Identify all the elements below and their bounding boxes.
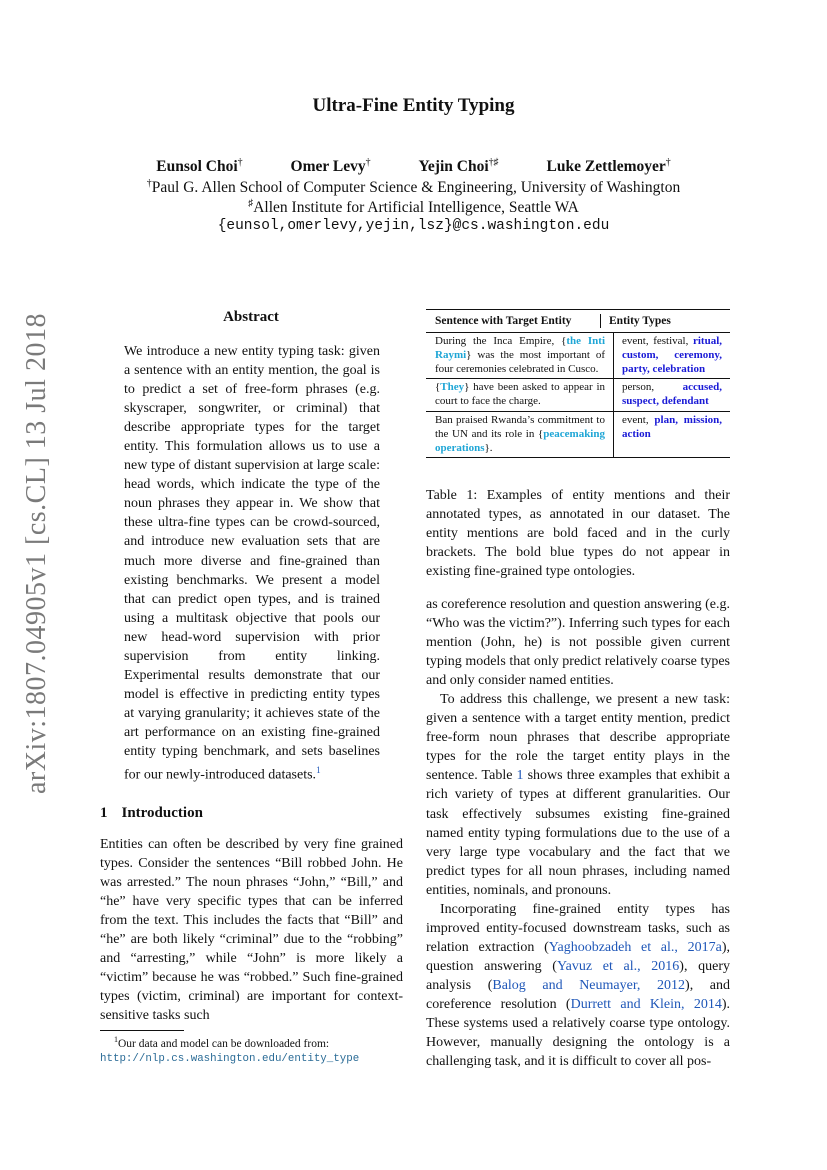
table-cell-types: event, festival, ritual, custom, ceremony, party, celebration — [613, 333, 730, 378]
table-row — [426, 378, 730, 411]
intro-paragraph: Entities can often be described by very fine grained types. Consider the sentences “Bill robbed John. He was arrested.” The noun phrases “John,” “Bill,” and “he” have very specific types that can be inferred from the text. This includes the facts that “Bill” and “he” are both likely “criminal” due to the “robbing” and “arresting,” while “John” is more likely a “victim” because he was “robbed.” Such fine-grained types (victim, criminal) are important for context-sensitive tasks such — [100, 837, 403, 1024]
right-column-text — [426, 595, 730, 1071]
paragraph: Incorporating fine-grained entity types has improved entity-focused downstream tasks, such as relation extraction (Yaghoobzadeh et al., 2017a), question answering (Yavuz et al., 2016), query analysis (Balog and Neumayer, 2012), and coreference resolution (Durrett and Klein, 2014). These systems used a relatively coarse type ontology. However, manually designing the ontology is a challenging task, and it is difficult to cover all pos- — [426, 901, 730, 1070]
author: Omer Levy† — [290, 157, 371, 176]
new-types: ritual, custom, ceremony, party, celebration — [622, 335, 722, 375]
footnote-link[interactable]: http://nlp.cs.washington.edu/entity_type — [100, 1052, 360, 1065]
paragraph: To address this challenge, we present a new task: given a sentence with a target entity mention, predict free-form noun phrases that describe appropriate types for the role the target entity plays in the sentence. Table 1 shows three examples that exhibit a rich variety of types at different granularities. Our task effectively subsumes existing fine-grained named entity typing formulations due to the use of a very large type vocabulary and the fact that we predict types for all noun phrases, including named entities, nominals, and pronouns. — [426, 692, 730, 898]
footnote-rule — [100, 1030, 184, 1031]
citation-link[interactable]: Balog and Neumayer, 2012 — [492, 977, 686, 993]
table-header — [426, 310, 730, 333]
citation-link[interactable]: Yaghoobzadeh et al., 2017a — [548, 939, 722, 955]
table-ref-link[interactable]: 1 — [516, 768, 524, 784]
table-cell-types: event, plan, mission, action — [613, 412, 730, 457]
citation-link[interactable]: Yavuz et al., 2016 — [556, 958, 680, 974]
paragraph: as coreference resolution and question answering (e.g. “Who was the victim?”). Inferring such types for each mention (John, he) is not possible given current typing models that only predict relatively coarse types and only consider named entities. — [426, 597, 730, 689]
column-header: Entity Types — [600, 314, 730, 328]
arxiv-stamp: arXiv:1807.04905v1 [cs.CL] 13 Jul 2018 — [21, 313, 52, 794]
table-caption: Table 1: Examples of entity mentions and their annotated types, as annotated in our dataset. The entity mentions are bold faced and in the curly brackets. The bold blue types do not appear in existing fine-grained type ontologies. — [426, 488, 730, 580]
section-heading: 1 Introduction — [100, 805, 203, 821]
column-header: Sentence with Target Entity — [435, 315, 572, 327]
examples-table — [426, 309, 730, 458]
abstract-heading: Abstract — [223, 309, 279, 325]
table-cell-sentence: Ban praised Rwanda’s commitment to the UN and its role in {peacemaking operations}. — [435, 413, 605, 454]
footnote: $^1$Our data and model can be downloaded from: http://nlp.cs.washington.edu/entity_type — [100, 1035, 360, 1065]
table-cell-types: person, accused, suspect, defendant — [613, 379, 730, 411]
paper-title: Ultra-Fine Entity Typing — [312, 95, 515, 116]
entity-mention: the Inti Raymi — [435, 335, 606, 361]
table-cell-sentence: {They} have been asked to appear in court to face the charge. — [435, 381, 605, 408]
entity-mention: They — [440, 381, 465, 394]
affiliation: †Paul G. Allen School of Computer Science & Engineering, University of Washington — [146, 178, 681, 197]
abstract-text: We introduce a new entity typing task: given a sentence with an entity mention, the goal is to predict a set of free-form phrases (e.g. skyscraper, songwriter, or criminal) that describe appropriate types for the target entity. This formulation allows us to use a new type of distant supervision at large scale: head words, which indicate the type of the noun phrases they appear in. We show that these ultra-fine types can be crowd-sourced, and introduce new evaluation sets that are much more diverse and fine-grained than existing benchmarks. We present a model that can predict open types, and is trained using a multitask objective that pools our new head-word supervision with prior supervision from entity linking. Experimental results demonstrate that our model is effective in predicting entity types at varying granularity; it achieves state of the art performance on an existing fine-grained entity typing benchmark, and sets baselines for our newly-introduced datasets.$^1$ — [124, 344, 380, 783]
entity-mention: peacemaking operations — [435, 427, 605, 454]
table-row — [426, 411, 730, 457]
new-types: plan, mission, action — [622, 413, 723, 440]
author-list — [0, 157, 827, 176]
table-cell-sentence: During the Inca Empire, {the Inti Raymi} was the most important of four ceremonies celebrated in Cusco. — [435, 335, 606, 375]
author-emails: {eunsol,omerlevy,yejin,lsz}@cs.washington.edu — [217, 218, 610, 234]
citation-link[interactable]: Durrett and Klein, 2014 — [570, 996, 722, 1012]
table-row — [426, 333, 730, 378]
new-types: accused, suspect, defendant — [622, 381, 722, 408]
author: Luke Zettlemoyer† — [546, 157, 671, 176]
affiliation: ♯Allen Institute for Artificial Intelligence, Seattle WA — [248, 198, 579, 217]
author: Yejin Choi†♯ — [418, 157, 499, 176]
footnote-ref[interactable]: 1 — [316, 765, 321, 776]
author: Eunsol Choi† — [156, 157, 243, 176]
